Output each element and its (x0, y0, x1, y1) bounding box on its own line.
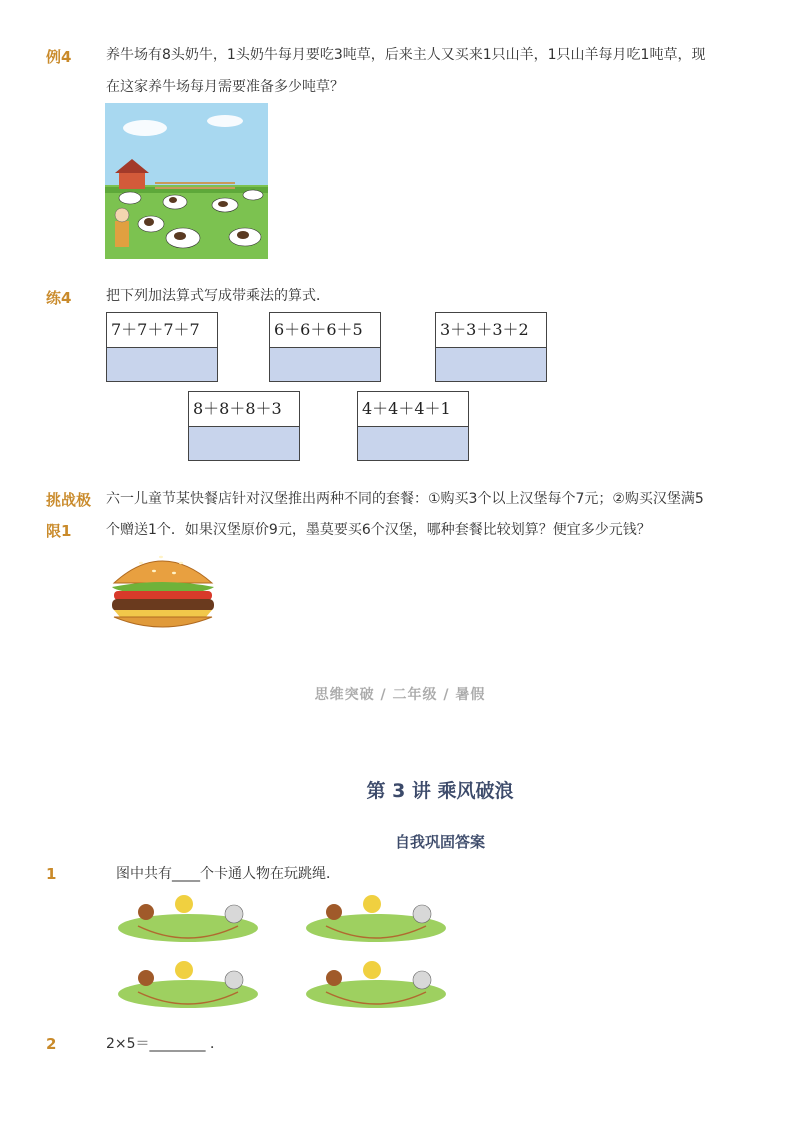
example-tag: 例4 (46, 48, 72, 66)
expression-box (357, 391, 469, 461)
answer-text: 2×5＝________ ． (106, 1036, 224, 1052)
expression-box (106, 312, 218, 382)
expression-text: 6＋6＋6＋5 (270, 313, 380, 348)
example-text-line1: 养牛场有8头奶牛，1头奶牛每月要吃3吨草，后来主人又买来1只山羊，1只山羊每月吃1吨草，现 (106, 47, 706, 63)
challenge-tag-line2: 限1 (46, 522, 72, 540)
answer-area[interactable] (358, 427, 468, 460)
hamburger-illustration (106, 543, 220, 635)
answer-text: 图中共有____个卡通人物在玩跳绳． (116, 866, 340, 882)
farm-cows-illustration (105, 103, 268, 259)
answer-number: 1 (46, 865, 57, 883)
challenge-tag-line1: 挑战极 (46, 491, 92, 509)
answer-area[interactable] (107, 348, 217, 381)
practice-tag: 练4 (46, 289, 72, 307)
expression-text: 8＋8＋8＋3 (189, 392, 299, 427)
challenge-text-line2: 个赠送1个．如果汉堡原价9元，墨莫要买6个汉堡，哪种套餐比较划算？便宜多少元钱？ (106, 522, 651, 538)
answer-area[interactable] (270, 348, 380, 381)
expression-text: 4＋4＋4＋1 (358, 392, 468, 427)
answer-number: 2 (46, 1035, 57, 1053)
expression-box (435, 312, 547, 382)
practice-instruction: 把下列加法算式写成带乘法的算式． (106, 288, 330, 304)
challenge-text-line1: 六一儿童节某快餐店针对汉堡推出两种不同的套餐：①购买3个以上汉堡每个7元；②购买汉堡满5 (106, 491, 704, 507)
lesson-subtitle: 自我巩固答案 (394, 833, 485, 851)
answer-area[interactable] (436, 348, 546, 381)
lesson-title: 第 3 讲 乘风破浪 (366, 780, 514, 802)
answer-area[interactable] (189, 427, 299, 460)
page-footer: 思维突破 / 二年级 / 暑假 (314, 687, 486, 703)
expression-text: 3＋3＋3＋2 (436, 313, 546, 348)
example-text-line2: 在这家养牛场每月需要准备多少吨草？ (106, 79, 344, 95)
expression-text: 7＋7＋7＋7 (107, 313, 217, 348)
expression-box (269, 312, 381, 382)
expression-box (188, 391, 300, 461)
jump-rope-cartoon-illustration (116, 890, 456, 1010)
